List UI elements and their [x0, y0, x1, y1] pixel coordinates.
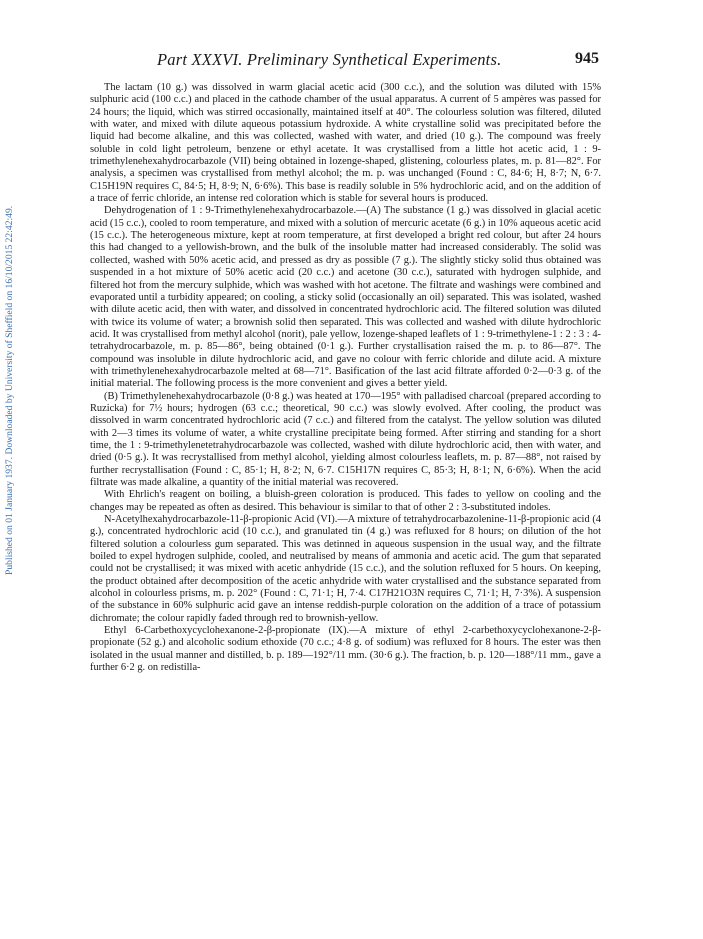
paragraph-ethyl-ester: Ethyl 6-Carbethoxycyclohexanone-2-β-propionate (IX).—A mixture of ethyl 2-carbethoxycyclohexanone-2-β-propionate (52 g.) and alcoholic sodium ethoxide (70 c.c.; 4·8 g. of sodium) was refluxed for 8 hours. The ester was then isolated in the usual manner and distilled, b. p. 189—192°/11 mm. (30·6 g.). The fraction, b. p. 120—188°/11 mm., gave a further 6·2 g. on redistilla- — [90, 625, 601, 674]
running-title: Part XXXVI. Preliminary Synthetical Experiments. — [157, 50, 502, 69]
page-number: 945 — [575, 50, 599, 67]
paragraph-dehydrogenation-a: Dehydrogenation of 1 : 9-Trimethylenehexahydrocarbazole.—(A) The substance (1 g.) was dissolved in glacial acetic acid (15 c.c.), cooled to room temperature, and mixed with a solution of mercuric acetate (6 g.) in 10% aqueous acetic acid (15 c.c.). The heterogeneous mixture, kept at room temperature, at first developed a bright red colour, but after 24 hours this had changed to a yellowish-brown, and the bulk of the insoluble matter had increased considerably. The solid was collected, washed with 50% acetic acid, and pressed as dry as possible (7 g.). The slightly sticky solid thus obtained was suspended in a hot mixture of 50% acetic acid (20 c.c.) and acetone (30 c.c.), saturated with hydrogen sulphide, and filtered hot from the mercury sulphide, which was washed with hot acetone. The filtrate and washings were combined and evaporated until a turbidity appeared; on cooling, a sticky solid (occasionally an oil) separated. This was isolated, washed with dilute acetic acid, then with water, and dissolved in concentrated hydrochloric acid. The filtered solution was diluted with twice its volume of water; a brownish solid then separated. This was collected and washed with dilute hydrochloric acid. It was crystallised from methyl alcohol (norit), pale yellow, lozenge-shaped leaflets of 1 : 9-trimethylene-1 : 2 : 3 : 4-tetrahydrocarbazole, m. p. 85—86°, being obtained (0·1 g.). Further crystallisation raised the m. p. to 86—87°. The compound was insoluble in dilute hydrochloric acid, and gave no colour with ferric chloride and dilute acid. A mixture with trimethylenehexahydrocarbazole melted at 68—71°. Basification of the last acid filtrate afforded 0·2—0·3 g. of the initial material. The following process is the more convenient and gives a better yield. — [90, 205, 601, 390]
paragraph-lactam-reduction: The lactam (10 g.) was dissolved in warm glacial acetic acid (300 c.c.), and the solution was diluted with 15% sulphuric acid (100 c.c.) and placed in the cathode chamber of the usual apparatus. A current of 5 ampères was passed for 24 hours; the liquid, which was stirred occasionally, maintained itself at 40°. The colourless solution was filtered, diluted with water, and mixed with dilute aqueous potassium hydroxide. A white crystalline solid was precipitated before the liquid had become alkaline, and this was collected, washed with water, and dried (10 g.). The compound was freely soluble in cold light petroleum, benzene or ethyl acetate. It was crystallised from a little hot acetic acid, 1 : 9-trimethylenehexahydrocarbazole (VII) being obtained in lozenge-shaped, glistening, colourless plates, m. p. 81—82°. For analysis, a specimen was crystallised from methyl alcohol; the m. p. was unchanged (Found : C, 84·6; H, 8·7; N, 6·7. C15H19N requires C, 84·5; H, 8·9; N, 6·6%). This base is readily soluble in 5% hydrochloric acid, and on the addition of a trace of ferric chloride, an intense red coloration which is stable for several hours is produced. — [90, 82, 601, 205]
download-watermark — [3, 165, 17, 575]
paragraph-dehydrogenation-b: (B) Trimethylenehexahydrocarbazole (0·8 g.) was heated at 170—195° with palladised charcoal (prepared according to Ruzicka) for 7½ hours; hydrogen (63 c.c.; theoretical, 90 c.c.) was slowly evolved. After cooling, the product was dissolved in warm concentrated hydrochloric acid (7 c.c.) and filtered from the catalyst. The yellow solution was diluted with 2—3 times its volume of water, a white crystalline precipitate being formed. After stirring and standing for a short time, the 1 : 9-trimethylenetetrahydrocarbazole was collected, washed with dilute hydrochloric acid, then with water, and dried (0·5 g.). It was recrystallised from methyl alcohol, yielding almost colourless leaflets, m. p. 87—88°, not raised by further recrystallisation (Found : C, 85·1; H, 8·2; N, 6·7. C15H17N requires C, 85·3; H, 8·1; N, 6·6%). When the acid filtrate was made alkaline, a quantity of the initial material was recovered. — [90, 390, 601, 488]
paragraph-acetylhexahydrocarbazole: N-Acetylhexahydrocarbazole-11-β-propionic Acid (VI).—A mixture of tetrahydrocarbazolenine-11-β-propionic acid (4 g.), concentrated hydrochloric acid (10 c.c.), and granulated tin (4 g.) was refluxed for 8 hours; on dilution of the hot filtered solution a colourless gum separated. This was detinned in aqueous suspension in the usual way, and the filtrate boiled to expel hydrogen sulphide, cooled, and neutralised by means of ammonia and acetic acid. The gum that separated could not be crystallised; it was mixed with acetic anhydride (15 c.c.), and the solution refluxed for 5 hours. On keeping, the product obtained after decomposition of the acetic anhydride with water crystallised and the substance separated from alcohol in colourless prisms, m. p. 202° (Found : C, 71·1; H, 7·4. C17H21O3N requires C, 71·1; H, 7·3%). A suspension of the substance in 60% sulphuric acid gave an intense reddish-purple coloration on the addition of a trace of potassium dichromate; the colour rapidly faded through red to brownish-yellow. — [90, 514, 601, 624]
article-body — [90, 82, 601, 675]
running-header — [112, 50, 599, 72]
publication-notice-link[interactable]: Published on 01 January 1937. Downloaded by University of Sheffield on 16/10/2015 22:42:49. — [4, 205, 15, 575]
paragraph-ehrlich-reagent: With Ehrlich's reagent on boiling, a bluish-green coloration is produced. This fades to yellow on cooling and the changes may be repeated as often as desired. This behaviour is similar to that of other 2 : 3-substituted indoles. — [90, 489, 601, 513]
